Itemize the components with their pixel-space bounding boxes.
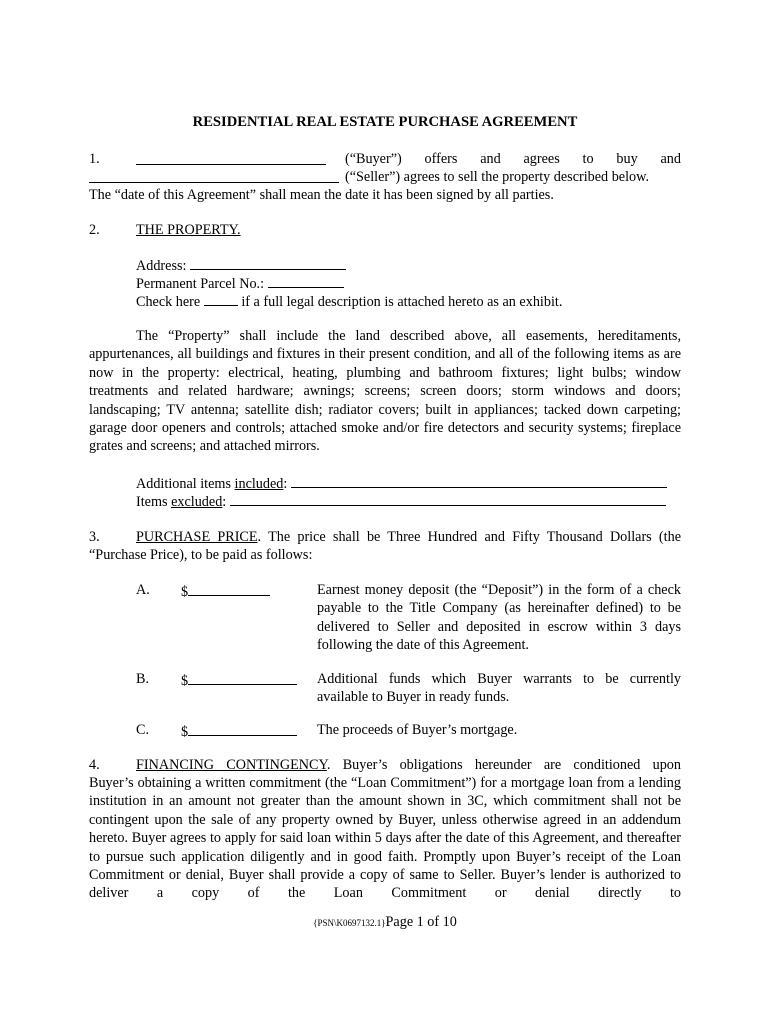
excluded-items-field <box>136 491 666 511</box>
mortgage-proceeds-blank[interactable] <box>188 721 297 736</box>
dollar-sign: $ <box>181 724 189 740</box>
excluded-items-blank[interactable] <box>230 491 666 506</box>
legal-description-check-blank[interactable] <box>204 291 238 306</box>
payment-item-b-letter: B. <box>136 671 150 687</box>
additional-items-blank[interactable] <box>291 473 667 488</box>
page-number: Page 1 of 10 <box>385 914 457 930</box>
dollar-sign: $ <box>181 584 189 600</box>
payment-item-a-amount <box>181 581 270 601</box>
address-label: Address: <box>136 258 187 274</box>
additional-funds-blank[interactable] <box>188 670 297 685</box>
dollar-sign: $ <box>181 673 189 689</box>
page-footer <box>0 913 770 932</box>
section-1-line-2: (“Seller”) agrees to sell the property described below. <box>345 169 649 185</box>
section-4-heading: FINANCING CONTINGENCY <box>136 757 327 773</box>
section-1-line-3: The “date of this Agreement” shall mean the date it has been signed by all parties. <box>89 187 554 203</box>
excluded-items-excluded: excluded <box>171 494 223 510</box>
section-3-heading: PURCHASE PRICE <box>136 529 258 545</box>
section-4-paragraph: Buyer’s obtaining a written commitment (the “Loan Commitment”) for a mortgage loan from a lending institution in an amount not greater than the amount shown in 3C, which commitment shall not be contingent upon the sale of any property owned by Buyer, unless otherwise agreed in an addendum hereto. Buyer agrees to apply for said loan within 5 days after the date of this Agreement, and thereafter to pursue such application diligently and in good faith. Promptly upon Buyer’s receipt of the Loan Commitment or denial, Buyer shall provide a copy of same to Seller. Buyer’s lender is authorized to deliver a copy of the Loan Commitment or denial directly to <box>89 775 681 902</box>
section-4-number: 4. <box>89 757 100 773</box>
payment-item-c-amount <box>181 721 297 741</box>
section-1-line-1: (“Buyer”) offers and agrees to buy and <box>345 151 681 167</box>
payment-item-a-description: Earnest money deposit (the “Deposit”) in the form of a check payable to the Title Company (as hereinafter defined) to be delivered to Seller and deposited in escrow within 3 days following the date of this Agreement. <box>317 582 681 654</box>
address-blank[interactable] <box>190 255 346 270</box>
parcel-blank[interactable] <box>268 273 344 288</box>
section-4-line-1 <box>136 756 681 774</box>
document-id: {PSN\K0697132.1} <box>313 918 386 928</box>
excluded-items-suffix: : <box>222 494 227 510</box>
payment-item-b-amount <box>181 670 297 690</box>
section-3-line-1 <box>136 528 681 546</box>
additional-items-prefix: Additional items <box>136 476 235 492</box>
payment-item-c-description: The proceeds of Buyer’s mortgage. <box>317 722 518 738</box>
section-1-number: 1. <box>89 151 100 167</box>
section-3-number: 3. <box>89 529 100 545</box>
payment-item-b-description: Additional funds which Buyer warrants to be currently available to Buyer in ready funds. <box>317 671 681 706</box>
section-3-text-1: . The price shall be Three Hundred and Fifty Thousand Dollars (the <box>257 529 681 545</box>
section-2-heading: THE PROPERTY. <box>136 222 241 238</box>
section-3-line-2: “Purchase Price), to be paid as follows: <box>89 547 313 563</box>
parcel-label: Permanent Parcel No.: <box>136 276 265 292</box>
deposit-amount-blank[interactable] <box>188 581 270 596</box>
document-title: RESIDENTIAL REAL ESTATE PURCHASE AGREEMENT <box>192 114 578 130</box>
check-prefix: Check here <box>136 294 201 310</box>
additional-items-suffix: : <box>283 476 288 492</box>
excluded-items-prefix: Items <box>136 494 172 510</box>
payment-item-c-letter: C. <box>136 722 150 738</box>
legal-description-check <box>136 291 562 311</box>
section-2-number: 2. <box>89 222 100 238</box>
payment-item-a-letter: A. <box>136 582 150 598</box>
check-suffix: if a full legal description is attached hereto as an exhibit. <box>241 294 563 310</box>
property-paragraph: The “Property” shall include the land described above, all easements, hereditaments, appurtenances, all buildings and fixtures in their present condition, and all of the following items as are now in the property: electrical, heating, plumbing and bathroom fixtures; light bulbs; window treatments and related hardware; awnings; screens; screen doors; storm windows and doors; landscaping; TV antenna; satellite dish; radiator covers; built in appliances; tacked down carpeting; garage door openers and controls; attached smoke and/or fire detectors and security systems; fireplace grates and screens; and attached mirrors. <box>89 328 681 455</box>
section-4-text-first: . Buyer’s obligations hereunder are conditioned upon <box>326 757 681 773</box>
additional-items-included: included <box>234 476 284 492</box>
